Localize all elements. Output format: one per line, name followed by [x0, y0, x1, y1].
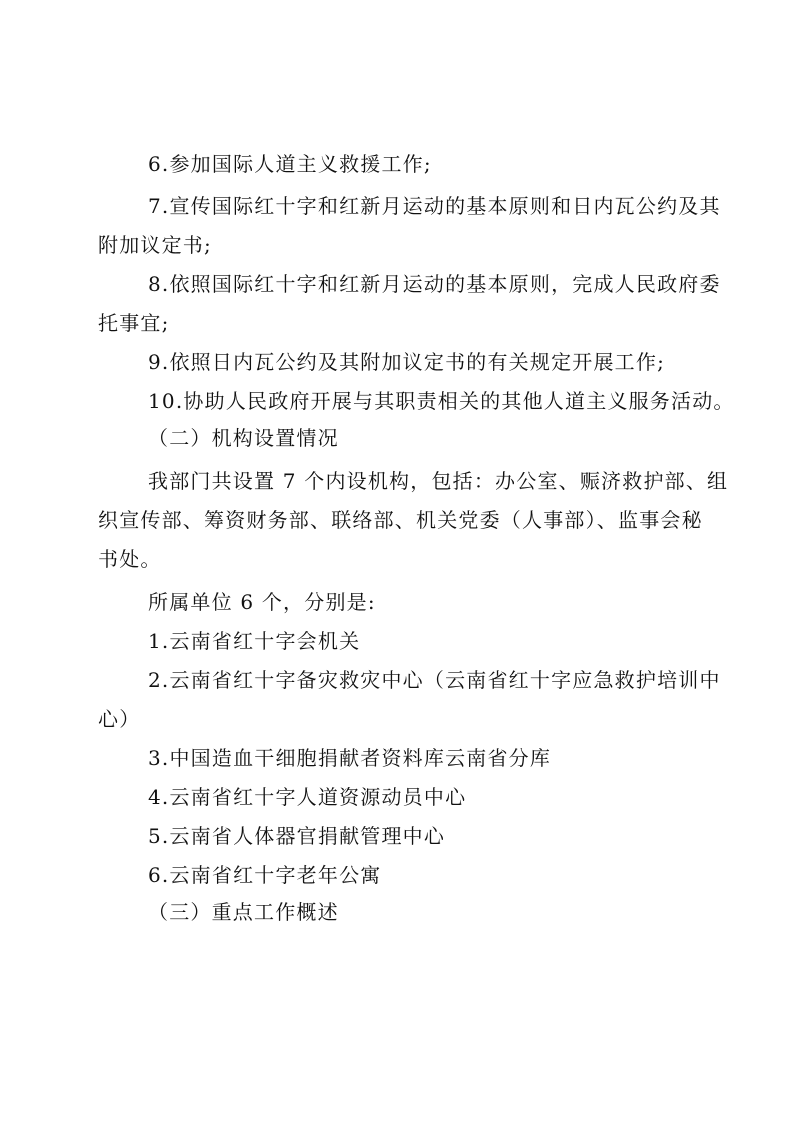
function-item-8: 8.依照国际红十字和红新月运动的基本原则，完成人民政府委 — [148, 272, 721, 296]
function-item-6: 6.参加国际人道主义救援工作; — [148, 152, 432, 176]
function-item-7-cont: 附加议定书; — [98, 233, 212, 257]
section-heading-key-work: （三）重点工作概述 — [148, 900, 339, 924]
section-heading-org: （二）机构设置情况 — [148, 426, 339, 450]
org-intro-line-1: 我部门共设置 7 个内设机构，包括：办公室、赈济救护部、组 — [148, 469, 729, 493]
unit-item-2: 2.云南省红十字备灾救灾中心（云南省红十字应急救护培训中 — [148, 668, 721, 692]
function-item-9: 9.依照日内瓦公约及其附加议定书的有关规定开展工作; — [148, 350, 666, 374]
unit-item-2-cont: 心） — [98, 707, 141, 731]
unit-item-4: 4.云南省红十字人道资源动员中心 — [148, 785, 467, 809]
function-item-10: 10.协助人民政府开展与其职责相关的其他人道主义服务活动。 — [148, 389, 735, 413]
unit-item-6: 6.云南省红十字老年公寓 — [148, 863, 382, 887]
org-intro-line-3: 书处。 — [98, 547, 162, 571]
function-item-7: 7.宣传国际红十字和红新月运动的基本原则和日内瓦公约及其 — [148, 194, 721, 218]
units-intro: 所属单位 6 个，分别是: — [148, 590, 376, 614]
org-intro-line-2: 织宣传部、筹资财务部、联络部、机关党委（人事部）、监事会秘 — [98, 508, 703, 532]
unit-item-3: 3.中国造血干细胞捐献者资料库云南省分库 — [148, 746, 552, 770]
function-item-8-cont: 托事宜; — [98, 311, 170, 335]
unit-item-5: 5.云南省人体器官捐献管理中心 — [148, 824, 446, 848]
unit-item-1: 1.云南省红十字会机关 — [148, 629, 361, 653]
